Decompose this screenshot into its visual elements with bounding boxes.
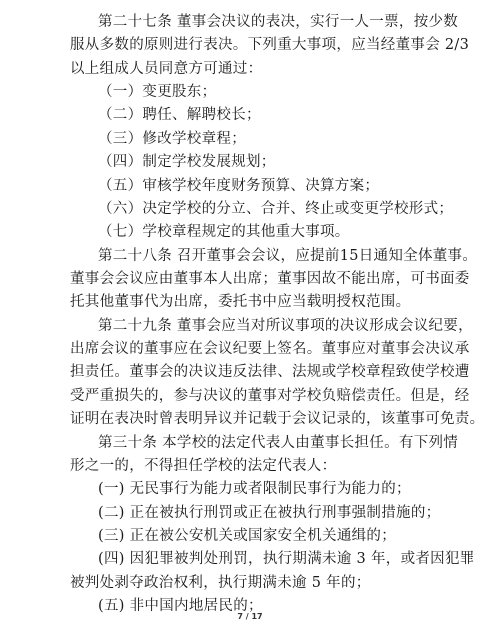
article-27-item-3: （三）修改学校章程； — [98, 130, 246, 147]
article-27-item-4: （四）制定学校发展规划； — [98, 154, 276, 171]
article-27-line-1: 第二十七条 董事会决议的表决，实行一人一票，按少数 — [98, 14, 459, 30]
article-30-line-extra-3: (五) 非中国内地居民的； — [98, 598, 263, 614]
page-number: 7 / 17 — [237, 612, 263, 621]
article-30-line-extra-2: 被判处剥夺政治权利，执行期满未逾 5 年的； — [70, 574, 371, 591]
article-27-item-5: （五）审核学校年度财务预算、决算方案； — [98, 177, 380, 194]
article-29-line-3: 担责任。董事会的决议违反法律、法规或学校章程致使学校遭 — [70, 364, 470, 381]
article-27-line-2: 服从多数的原则进行表决。下列重大事项，应当经董事会 2/3 — [70, 37, 470, 54]
article-30-item-3: (三) 正在被公安机关或国家安全机关通缉的； — [98, 527, 397, 544]
article-27-item-1: （一）变更股东； — [98, 84, 217, 101]
article-27-item-2: （二）聘任、解聘校长； — [98, 107, 261, 124]
article-28-line-3: 托其他董事代为出席，委托书中应当载明授权范围。 — [70, 294, 411, 311]
article-28-line-2: 董事会会议应由董事本人出席；董事因故不能出席，可书面委 — [70, 271, 470, 287]
article-27-line-3: 以上组成人员同意方可通过： — [70, 60, 263, 77]
article-30-line-2: 形之一的，不得担任学校的法定代表人： — [70, 457, 337, 474]
article-30-item-1: (一) 无民事行为能力或者限制民事行为能力的； — [98, 481, 411, 498]
article-29-line-1: 第二十九条 董事会应当对所议事项的决议形成会议纪要， — [98, 317, 473, 334]
article-30-line-1: 第三十条 本学校的法定代表人由董事长担任。有下列情 — [98, 434, 459, 451]
article-29-line-5: 证明在表决时曾表明异议并记载于会议记录的，该董事可免责。 — [70, 411, 485, 428]
article-30-item-2: (二) 正在被执行刑罚或正在被执行刑事强制措施的； — [98, 504, 441, 521]
article-29-line-4: 受严重损失的，参与决议的董事对学校负赔偿责任。但是，经 — [70, 387, 470, 404]
article-28-line-1: 第二十八条 召开董事会会议，应提前15日通知全体董事。 — [98, 247, 478, 264]
article-27-item-7: （七）学校章程规定的其他重大事项。 — [98, 224, 350, 241]
article-30-line-extra-1: (四) 因犯罪被判处刑罚，执行期满未逾 3 年，或者因犯罪 — [98, 551, 475, 568]
article-27-item-6: （六）决定学校的分立、合并、终止或变更学校形式； — [98, 200, 454, 217]
article-29-line-2: 出席会议的董事应在会议纪要上签名。董事应对董事会决议承 — [70, 341, 470, 357]
